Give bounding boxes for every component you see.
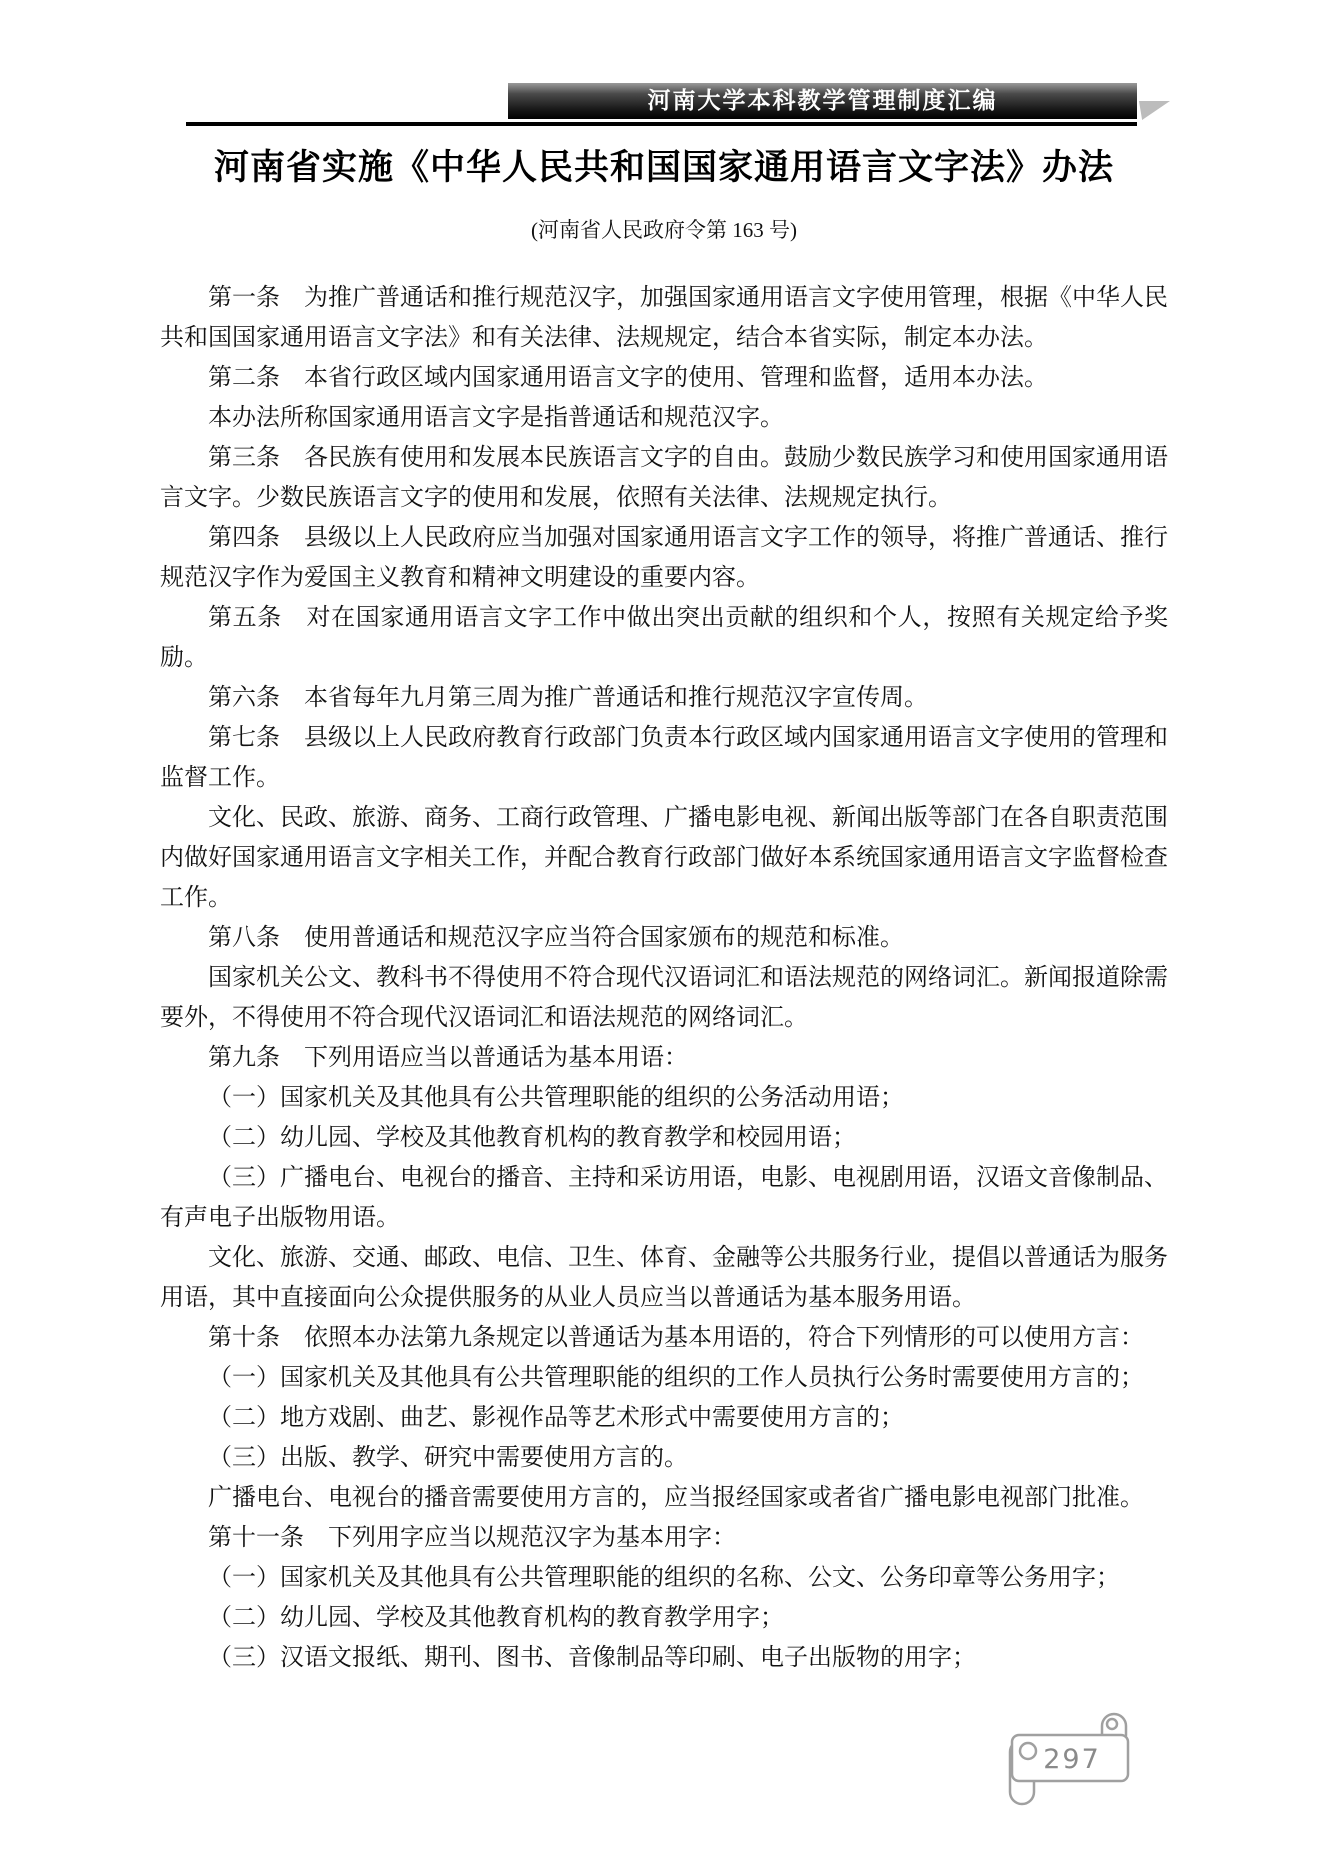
paragraph: （一）国家机关及其他具有公共管理职能的组织的工作人员执行公务时需要使用方言的； xyxy=(208,1365,1144,1391)
paragraph: 文化、民政、旅游、商务、工商行政管理、广播电影电视、新闻出版等部门在各自职责范围内做好国家通用语言文字相关工作，并配合教育行政部门做好本系统国家通用语言文字监督检查工作。 xyxy=(160,805,1168,911)
paragraph: 第九条 下列用语应当以普通话为基本用语： xyxy=(208,1045,688,1071)
page-number-scroll-icon xyxy=(1006,1710,1134,1810)
paragraph: （三）出版、教学、研究中需要使用方言的。 xyxy=(208,1445,688,1471)
paragraph: 文化、旅游、交通、邮政、电信、卫生、体育、金融等公共服务行业，提倡以普通话为服务用语，其中直接面向公众提供服务的从业人员应当以普通话为基本服务用语。 xyxy=(160,1245,1168,1311)
paragraph: （二）幼儿园、学校及其他教育机构的教育教学和校园用语； xyxy=(208,1125,856,1151)
paragraph: （三）广播电台、电视台的播音、主持和采访用语，电影、电视剧用语，汉语文音像制品、有声电子出版物用语。 xyxy=(160,1165,1168,1231)
paragraph: 第八条 使用普通话和规范汉字应当符合国家颁布的规范和标准。 xyxy=(208,925,904,951)
document-title: 河南省实施《中华人民共和国国家通用语言文字法》办法 xyxy=(213,148,1114,187)
header-banner-title: 河南大学本科教学管理制度汇编 xyxy=(647,88,998,113)
document-body xyxy=(160,278,1168,1678)
paragraph: 第五条 对在国家通用语言文字工作中做出突出贡献的组织和个人，按照有关规定给予奖励。 xyxy=(160,605,1168,671)
paragraph: 第一条 为推广普通话和推行规范汉字，加强国家通用语言文字使用管理，根据《中华人民共和国国家通用语言文字法》和有关法律、法规规定，结合本省实际，制定本办法。 xyxy=(160,285,1168,351)
paragraph: 第六条 本省每年九月第三周为推广普通话和推行规范汉字宣传周。 xyxy=(208,685,928,711)
paragraph: （一）国家机关及其他具有公共管理职能的组织的名称、公文、公务印章等公务用字； xyxy=(208,1565,1120,1591)
header-banner xyxy=(508,83,1137,119)
banner-corner-icon xyxy=(1139,101,1170,120)
paragraph: （一）国家机关及其他具有公共管理职能的组织的公务活动用语； xyxy=(208,1085,904,1111)
paragraph: 第十一条 下列用字应当以规范汉字为基本用字： xyxy=(208,1525,736,1551)
paragraph: 第二条 本省行政区域内国家通用语言文字的使用、管理和监督，适用本办法。 xyxy=(208,365,1048,391)
paragraph: 国家机关公文、教科书不得使用不符合现代汉语词汇和语法规范的网络词汇。新闻报道除需要外，不得使用不符合现代汉语词汇和语法规范的网络词汇。 xyxy=(160,965,1168,1031)
document-content xyxy=(0,140,1323,1678)
paragraph: 广播电台、电视台的播音需要使用方言的，应当报经国家或者省广播电影电视部门批准。 xyxy=(208,1485,1144,1511)
paragraph: 第三条 各民族有使用和发展本民族语言文字的自由。鼓励少数民族学习和使用国家通用语言文字。少数民族语言文字的使用和发展，依照有关法律、法规规定执行。 xyxy=(160,445,1168,511)
paragraph: （三）汉语文报纸、期刊、图书、音像制品等印刷、电子出版物的用字； xyxy=(208,1645,976,1671)
paragraph: 本办法所称国家通用语言文字是指普通话和规范汉字。 xyxy=(208,405,784,431)
paragraph: 第七条 县级以上人民政府教育行政部门负责本行政区域内国家通用语言文字使用的管理和监督工作。 xyxy=(160,725,1168,791)
paragraph: 第十条 依照本办法第九条规定以普通话为基本用语的，符合下列情形的可以使用方言： xyxy=(208,1325,1144,1351)
paragraph: （二）地方戏剧、曲艺、影视作品等艺术形式中需要使用方言的； xyxy=(208,1405,904,1431)
page-number: 297 xyxy=(1043,1744,1101,1775)
paragraph: （二）幼儿园、学校及其他教育机构的教育教学用字； xyxy=(208,1605,784,1631)
header-rule xyxy=(186,122,1137,126)
document-subtitle: (河南省人民政府令第 163 号) xyxy=(531,218,797,242)
paragraph: 第四条 县级以上人民政府应当加强对国家通用语言文字工作的领导，将推广普通话、推行规范汉字作为爱国主义教育和精神文明建设的重要内容。 xyxy=(160,525,1168,591)
